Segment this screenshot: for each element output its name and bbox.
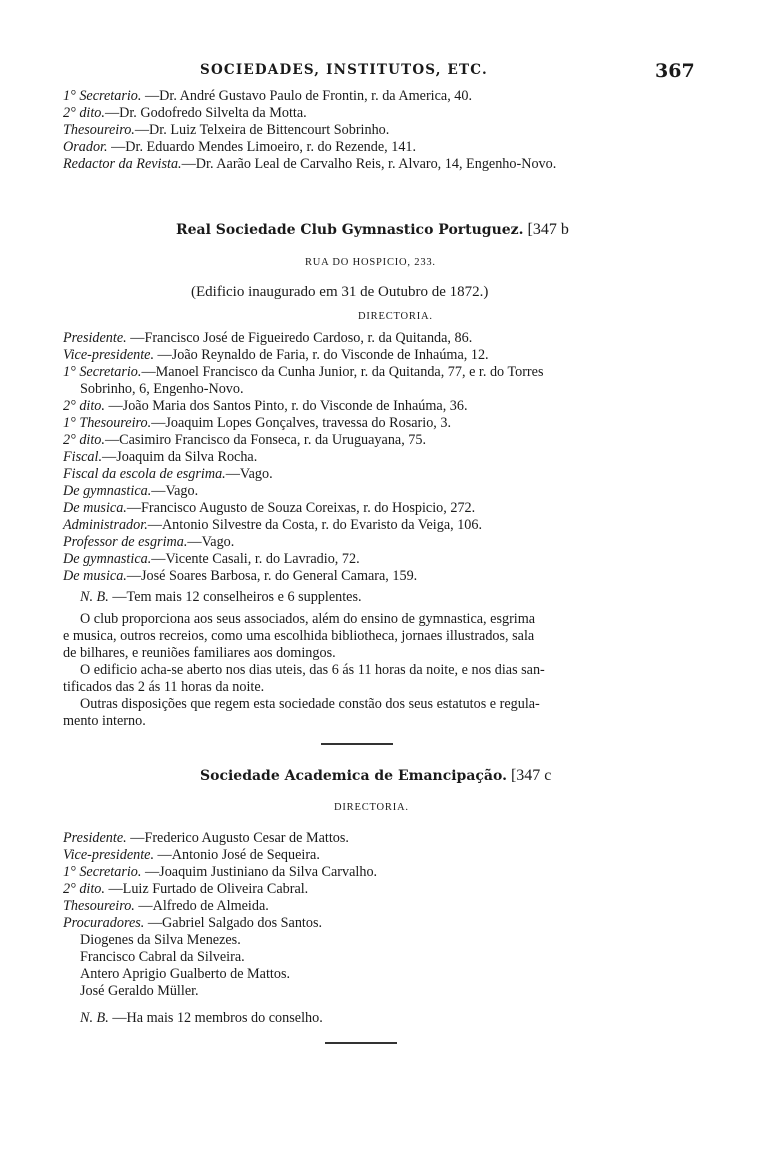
entry-line: De musica.—José Soares Barbosa, r. do General Camara, 159. — [63, 568, 418, 584]
entry-line: Sobrinho, 6, Engenho-Novo. — [80, 381, 244, 397]
nb-line: N. B. —Tem mais 12 conselheiros e 6 supplentes. — [80, 589, 362, 605]
entry-line: Vice-presidente. —João Reynaldo de Faria, r. do Visconde de Inhaúma, 12. — [63, 347, 489, 363]
entry-line: Vice-presidente. —Antonio José de Sequeira. — [63, 847, 320, 863]
section-address: RUA DO HOSPICIO, 233. — [305, 257, 436, 268]
section-note: (Edificio inaugurado em 31 de Outubro de 1872.) — [191, 284, 489, 300]
entry-line: José Geraldo Müller. — [80, 983, 199, 999]
entry-line: Francisco Cabral da Silveira. — [80, 949, 245, 965]
entry-line: Fiscal da escola de esgrima.—Vago. — [63, 466, 273, 482]
entry-line: 1° Secretario.—Manoel Francisco da Cunha Junior, r. da Quitanda, 77, e r. do Torres — [63, 364, 544, 380]
paragraph-line: O club proporciona aos seus associados, além do ensino de gymnastica, esgrima — [80, 611, 536, 627]
entry-line: Diogenes da Silva Menezes. — [80, 932, 241, 948]
entry-line: Administrador.—Antonio Silvestre da Costa, r. do Evaristo da Veiga, 106. — [63, 517, 483, 533]
entry-line: 2° dito.—Casimiro Francisco da Fonseca, r. da Uruguayana, 75. — [63, 432, 427, 448]
entry-line: De musica.—Francisco Augusto de Souza Coreixas, r. do Hospicio, 272. — [63, 500, 476, 516]
section-subtitle: DIRECTORIA. — [334, 802, 409, 813]
section-title: Sociedade Academica de Emancipação. [347 c — [200, 767, 552, 784]
paragraph-line: tificados das 2 ás 11 horas da noite. — [63, 679, 265, 695]
entry-line: Antero Aprigio Gualberto de Mattos. — [80, 966, 291, 982]
entry-line: 2° dito. —Luiz Furtado de Oliveira Cabral. — [63, 881, 309, 897]
paragraph-line: O edificio acha-se aberto nos dias uteis, das 6 ás 11 horas da noite, e nos dias san- — [80, 662, 545, 678]
entry-line: 2° dito. —João Maria dos Santos Pinto, r. do Visconde de Inhaúma, 36. — [63, 398, 468, 414]
paragraph-line: de bilhares, e reuniões familiares aos domingos. — [63, 645, 336, 661]
entry-line: Procuradores. —Gabriel Salgado dos Santos. — [63, 915, 323, 931]
section-divider — [325, 1042, 397, 1044]
entry-line: Thesoureiro. —Alfredo de Almeida. — [63, 898, 269, 914]
entry-line: Fiscal.—Joaquim da Silva Rocha. — [63, 449, 258, 465]
entry-line: Redactor da Revista.—Dr. Aarão Leal de Carvalho Reis, r. Alvaro, 14, Engenho-Novo. — [63, 156, 557, 172]
entry-line: Thesoureiro.—Dr. Luiz Telxeira de Bittencourt Sobrinho. — [63, 122, 390, 138]
entry-line: Presidente. —Francisco José de Figueiredo Cardoso, r. da Quitanda, 86. — [63, 330, 473, 346]
entry-line: 1° Secretario. —Joaquim Justiniano da Silva Carvalho. — [63, 864, 378, 880]
section-divider — [321, 743, 393, 745]
paragraph-line: mento interno. — [63, 713, 146, 729]
entry-line: 2° dito.—Dr. Godofredo Silvelta da Motta. — [63, 105, 307, 121]
entry-line: De gymnastica.—Vicente Casali, r. do Lavradio, 72. — [63, 551, 360, 567]
running-title: SOCIEDADES, INSTITUTOS, ETC. — [200, 62, 488, 78]
entry-line: 1° Thesoureiro.—Joaquim Lopes Gonçalves, travessa do Rosario, 3. — [63, 415, 452, 431]
entry-line: De gymnastica.—Vago. — [63, 483, 199, 499]
entry-line: Orador. —Dr. Eduardo Mendes Limoeiro, r. do Rezende, 141. — [63, 139, 417, 155]
entry-line: Presidente. —Frederico Augusto Cesar de Mattos. — [63, 830, 349, 846]
paragraph-line: e musica, outros recreios, como uma escolhida bibliotheca, jornaes illustrados, sala — [63, 628, 535, 644]
page-number: 367 — [655, 60, 695, 82]
paragraph-line: Outras disposições que regem esta sociedade constão dos seus estatutos e regula- — [80, 696, 540, 712]
nb-line: N. B. —Ha mais 12 membros do conselho. — [80, 1010, 323, 1026]
entry-line: Professor de esgrima.—Vago. — [63, 534, 235, 550]
entry-line: 1° Secretario. —Dr. André Gustavo Paulo de Frontin, r. da America, 40. — [63, 88, 473, 104]
section-subtitle: DIRECTORIA. — [358, 311, 433, 322]
section-title: Real Sociedade Club Gymnastico Portuguez. [347 b — [176, 221, 569, 238]
